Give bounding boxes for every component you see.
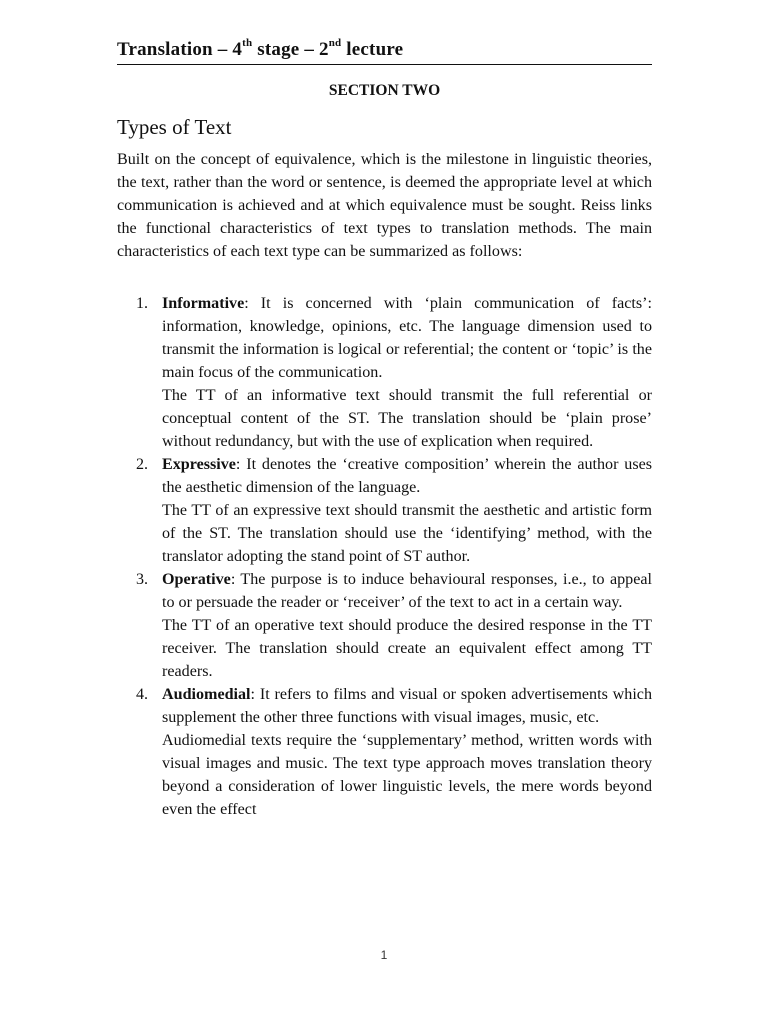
type-translation-note: The TT of an expressive text should transmit the aesthetic and artistic form of the ST. The translation should use the ‘identifying’ method, with the translator adopting the stand point of ST author. (162, 502, 652, 565)
type-definition-text: : It is concerned with ‘plain communication of facts’: information, knowledge, opinions, etc. The language dimension used to transmit the information is logical or referential; the content or ‘topic’ is the main focus of the communication. (162, 295, 652, 381)
type-definition (162, 453, 652, 499)
type-translation-note: Audiomedial texts require the ‘supplementary’ method, written words with visual images and music. The text type approach moves translation theory beyond a consideration of lower linguistic levels, the mere words beyond even the effect (162, 732, 652, 818)
type-term: Operative (162, 571, 231, 588)
running-header (117, 38, 652, 65)
list-number: 3. (136, 571, 149, 588)
section-title: SECTION TWO (328, 82, 441, 99)
header-sup-1: th (242, 36, 253, 49)
page-number: 1 (380, 948, 388, 962)
type-translation-note: The TT of an operative text should produce the desired response in the TT receiver. The translation should create an equivalent effect among TT readers. (162, 617, 652, 680)
type-definition (162, 292, 652, 384)
type-term: Expressive (162, 456, 236, 473)
header-sup-2: nd (328, 36, 342, 49)
list-item-expressive (117, 453, 652, 568)
list-number: 4. (136, 686, 149, 703)
type-term: Informative (162, 295, 245, 312)
list-number: 1. (136, 295, 149, 312)
text-types-list (117, 292, 652, 821)
type-definition-text: : It refers to films and visual or spoken advertisements which supplement the other three functions with visual images, music, etc. (162, 686, 652, 726)
page-title: Types of Text (117, 115, 232, 139)
list-item-operative (117, 568, 652, 683)
header-text-3: lecture (341, 39, 404, 60)
list-number: 2. (136, 456, 149, 473)
type-term: Audiomedial (162, 686, 251, 703)
type-definition-text: : The purpose is to induce behavioural responses, i.e., to appeal to or persuade the reader or ‘receiver’ of the text to act in a certain way. (162, 571, 652, 611)
type-definition (162, 683, 652, 729)
type-definition-text: : It denotes the ‘creative composition’ wherein the author uses the aesthetic dimension of the language. (162, 456, 652, 496)
list-item-audiomedial (117, 683, 652, 821)
header-text-1: Translation – 4 (117, 39, 243, 60)
type-definition (162, 568, 652, 614)
header-text-2: stage – 2 (252, 39, 329, 60)
list-item-informative (117, 292, 652, 453)
type-translation-note: The TT of an informative text should transmit the full referential or conceptual content of the ST. The translation should be ‘plain prose’ without redundancy, but with the use of explication when required. (162, 387, 652, 450)
intro-paragraph: Built on the concept of equivalence, which is the milestone in linguistic theories, the text, rather than the word or sentence, is deemed the appropriate level at which communication is achieved and at which equivalence must be sought. Reiss links the functional characteristics of text types to translation methods. The main characteristics of each text type can be summarized as follows: (117, 151, 652, 260)
